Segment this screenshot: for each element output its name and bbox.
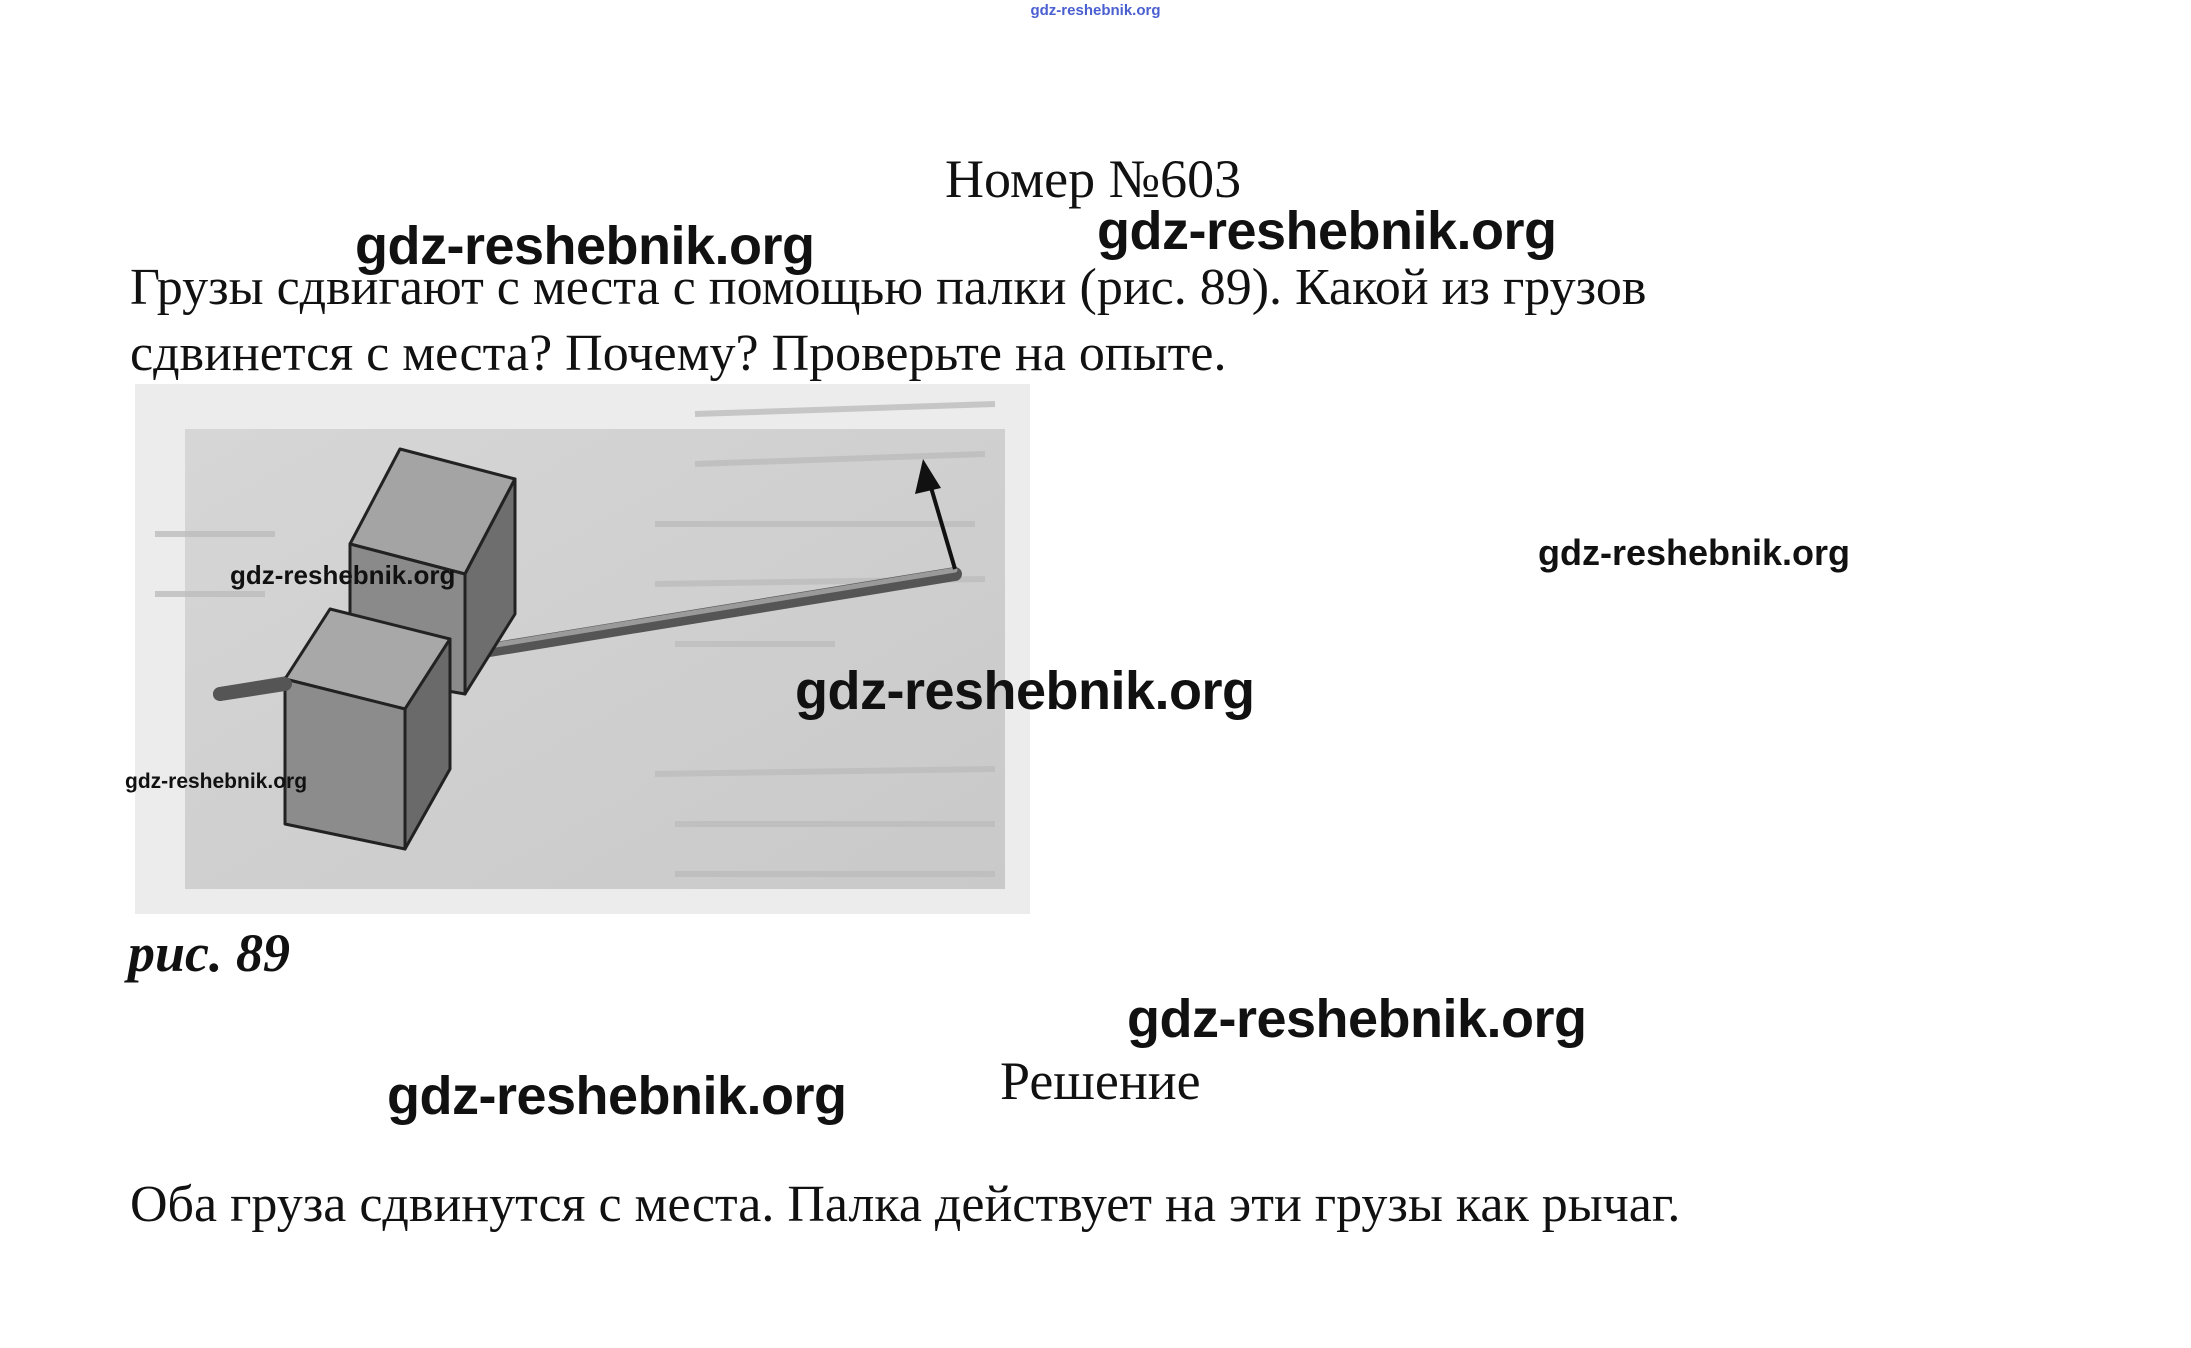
problem-line-1: Грузы сдвигают с места с помощью палки (рис. 89). Какой из грузов <box>130 259 1647 316</box>
watermark: gdz-reshebnik.org <box>1538 532 1851 573</box>
watermark: gdz-reshebnik.org <box>1097 201 1557 261</box>
figure-89 <box>135 384 1030 914</box>
watermark: gdz-reshebnik.org <box>795 661 1255 721</box>
watermark: gdz-reshebnik.org <box>355 216 815 276</box>
lower-cube <box>285 609 450 849</box>
watermark: gdz-reshebnik.org <box>125 770 308 793</box>
answer-text: Оба груза сдвинутся с места. Палка действует на эти грузы как рычаг. <box>130 1176 1681 1233</box>
solution-heading: Решение <box>1000 1051 1201 1111</box>
cubes-lever-illustration <box>135 384 1030 914</box>
figure-caption: рис. 89 <box>128 923 290 983</box>
problem-statement <box>130 255 2030 387</box>
watermark: gdz-reshebnik.org <box>230 560 456 590</box>
top-watermark: gdz-reshebnik.org <box>1030 2 1161 19</box>
problem-line-2: сдвинется с места? Почему? Проверьте на опыте. <box>130 325 1227 382</box>
problem-title: Номер №603 <box>945 149 1242 209</box>
watermark: gdz-reshebnik.org <box>1127 989 1587 1049</box>
watermark: gdz-reshebnik.org <box>387 1066 847 1126</box>
